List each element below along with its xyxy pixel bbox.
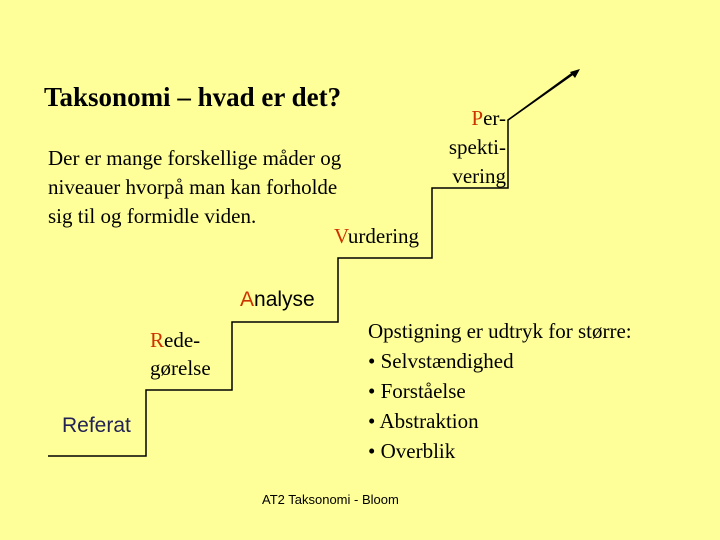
step-perspektivering-line2: spekti-: [448, 135, 506, 159]
step-vurdering-initial: V: [334, 224, 348, 248]
slide-title: Taksonomi – hvad er det?: [44, 82, 342, 112]
step-perspektivering-line3: vering: [452, 164, 506, 188]
step-vurdering: [334, 224, 419, 249]
step-perspektivering: [446, 104, 506, 191]
slide-footer: AT2 Taksonomi - Bloom: [262, 492, 399, 507]
step-analyse: [240, 288, 315, 312]
list-item: • Overblik: [368, 436, 632, 466]
bullet-list: [368, 346, 632, 466]
list-item: • Abstraktion: [368, 406, 632, 436]
step-referat: Referat: [62, 414, 131, 437]
step-perspektivering-initial: P: [471, 106, 484, 130]
list-item: • Selvstændighed: [368, 346, 632, 376]
step-redegoerelse-line2: gørelse: [150, 356, 211, 380]
step-analyse-initial: A: [240, 288, 255, 311]
step-redegoerelse-line1: ede-: [164, 328, 201, 352]
staircase-arrow: [508, 72, 576, 120]
step-perspektivering-line1: er-: [483, 106, 506, 130]
intro-text: Der er mange forskellige måder og niveauer hvorpå man kan forholde sig til og formidle viden.: [48, 146, 342, 228]
bullet-block: [368, 316, 632, 466]
step-redegoerelse-initial: R: [150, 328, 165, 352]
step-redegoerelse: [150, 326, 211, 382]
arrowhead-icon: [570, 69, 580, 78]
step-vurdering-rest: urdering: [347, 224, 420, 248]
list-item: • Forståelse: [368, 376, 632, 406]
bullet-heading: Opstigning er udtryk for større:: [368, 319, 632, 343]
step-analyse-rest: nalyse: [254, 288, 315, 311]
